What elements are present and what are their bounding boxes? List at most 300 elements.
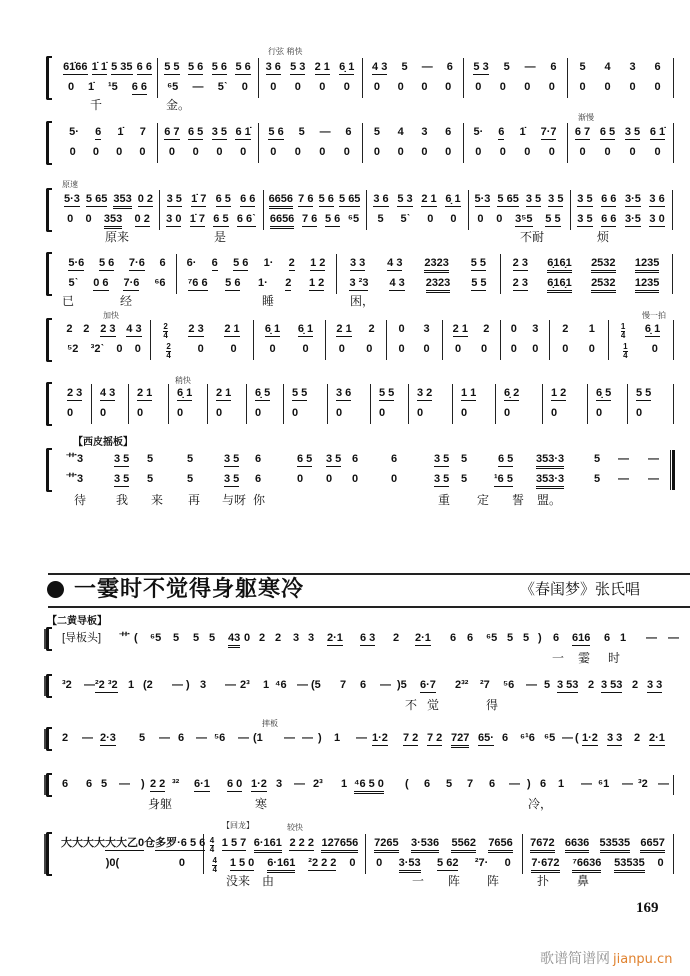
note-group: 0	[294, 81, 301, 93]
note-group: 5 5	[379, 387, 395, 399]
note-group: 0	[178, 857, 186, 869]
measure	[373, 387, 405, 401]
measure	[261, 146, 359, 160]
lyric: 得	[486, 698, 499, 712]
note-group: 7 2	[427, 732, 443, 744]
note-group: 6657	[640, 837, 664, 853]
note-group: 1	[620, 632, 627, 644]
note-group: —	[668, 632, 679, 644]
measure	[160, 81, 255, 95]
time-signature	[166, 343, 170, 359]
time-signature-numerator: 1	[623, 342, 628, 351]
measure	[503, 323, 546, 337]
note-group: —	[119, 778, 130, 790]
note-group: 0	[423, 343, 430, 355]
note-group: 0	[551, 407, 558, 419]
note-group: ³2	[638, 778, 648, 790]
note-group: 2·3	[100, 732, 116, 744]
note-group: 3 5	[326, 453, 342, 465]
note-group: )	[141, 778, 145, 790]
piece-source: 《春闺梦》张氏唱	[520, 580, 641, 598]
note-group: —	[562, 732, 573, 744]
time-signature-numerator: 4	[212, 856, 217, 865]
note-group: 0	[373, 81, 380, 93]
lyric: 再	[188, 493, 201, 507]
note-group: 0	[92, 146, 99, 158]
note-group: 2	[259, 632, 266, 644]
note-group: 6	[489, 778, 496, 790]
note-group: 0	[177, 407, 184, 419]
note-group: 仓	[144, 837, 156, 849]
note-group: ⁶5	[347, 213, 360, 225]
note-group: (2	[143, 679, 153, 691]
measure	[61, 407, 88, 421]
note-group: 5 3	[397, 193, 413, 205]
note-group: 3 0	[649, 213, 665, 225]
note-group: 0	[67, 407, 74, 419]
note-group: 0	[230, 343, 237, 355]
barline	[673, 384, 674, 424]
note-group: 0	[85, 213, 92, 225]
note-group: 6̣16̣1	[547, 257, 571, 273]
note-group: 0	[240, 146, 247, 158]
note-group: 2	[588, 679, 595, 691]
note-group: 5	[298, 126, 305, 138]
note-group: 5	[594, 473, 601, 485]
note-group: 0	[596, 407, 603, 419]
note-group: ⁶5	[150, 632, 162, 644]
note-group: ⁵6	[214, 732, 226, 744]
note-group: 7 2	[403, 732, 419, 744]
note-group: 5 65	[497, 193, 519, 205]
measure	[455, 407, 492, 421]
note-group: —	[646, 632, 657, 644]
note-group: 6	[502, 732, 509, 744]
measure	[373, 407, 405, 421]
note-group: ⁶¹6	[520, 732, 535, 744]
barline	[283, 384, 284, 424]
note-group: 1	[263, 679, 270, 691]
measure	[261, 61, 359, 75]
score-system	[0, 778, 690, 818]
note-group: 5 5	[470, 257, 487, 269]
note-group: 6656	[270, 213, 294, 229]
note-group: 1	[558, 778, 565, 790]
score-system	[0, 376, 690, 427]
time-signature-numerator: 4	[209, 836, 215, 845]
measure	[570, 146, 670, 160]
note-group: 2 1	[336, 323, 352, 335]
note-group: 0 2	[137, 193, 153, 205]
barline	[157, 123, 158, 163]
lyric: 待	[74, 493, 87, 507]
lyric: 阵	[448, 874, 461, 888]
note-group: 6 1̇	[235, 126, 251, 138]
note-group: 0	[504, 407, 511, 419]
note-group: 6 5	[215, 193, 231, 205]
note-group: 5	[187, 473, 194, 485]
note-group: ⁶5	[486, 632, 498, 644]
note-group: 1̇ 7	[189, 213, 206, 225]
note-group: 5 5	[164, 61, 180, 73]
lyric: 定	[477, 493, 490, 507]
note-group: 0	[100, 407, 107, 419]
barline	[176, 254, 177, 294]
note-group: 53535	[614, 857, 645, 873]
note-group: 5 6	[324, 213, 341, 225]
measure	[570, 81, 670, 95]
time-signature	[623, 343, 627, 359]
measure	[160, 126, 255, 140]
note-group: 3 5	[434, 473, 450, 485]
note-group: (	[405, 778, 409, 790]
barline	[366, 190, 367, 230]
barline	[673, 834, 674, 874]
note-group: 6	[62, 778, 69, 790]
lyric: 誓	[512, 493, 525, 507]
note-group: 0	[379, 407, 386, 419]
note-group: 5	[147, 473, 154, 485]
note-group: 0	[352, 473, 359, 485]
measure	[630, 407, 670, 421]
measure	[256, 343, 322, 357]
note-group: ³2	[62, 679, 72, 691]
note-group: 6 5	[213, 213, 229, 225]
note-group: —	[294, 778, 305, 790]
note-group: —	[524, 61, 536, 73]
note-group: 5	[594, 453, 601, 465]
note-group: 4 3	[126, 323, 142, 335]
note-group: 0	[336, 407, 343, 419]
note-group: 5 6	[211, 61, 228, 73]
system-bracket	[46, 382, 52, 426]
barline	[258, 58, 259, 98]
lyric: 金。	[166, 98, 191, 112]
note-group: 0	[604, 81, 611, 93]
note-group: 2	[288, 257, 295, 269]
note-group: 6	[550, 61, 557, 73]
note-group: )0(	[105, 857, 120, 869]
note-group: 0	[116, 146, 123, 158]
note-group: 0	[417, 407, 424, 419]
note-group: 6 5	[187, 126, 204, 138]
barline	[442, 320, 443, 360]
note-group: 7672	[530, 837, 554, 853]
note-group: 3 0	[166, 213, 182, 225]
note-group: 5·	[69, 126, 79, 138]
note-group: ⁶5	[167, 81, 179, 93]
time-signature	[212, 857, 216, 873]
measure	[498, 407, 539, 421]
measure	[411, 407, 449, 421]
measure	[503, 257, 669, 271]
measure	[525, 837, 670, 851]
measure	[389, 343, 439, 357]
note-group: 6·	[186, 257, 197, 269]
lyric: 你	[253, 493, 266, 507]
note-group: 6 6	[601, 193, 617, 205]
barline	[91, 384, 92, 424]
note-group: 2532	[591, 257, 615, 273]
note-group: 0	[629, 81, 636, 93]
note-group: 2 2 2	[289, 837, 314, 849]
note-group: (5	[311, 679, 321, 691]
barline	[452, 384, 453, 424]
note-group: 0	[496, 213, 503, 225]
barline	[542, 384, 543, 424]
measure	[61, 837, 206, 851]
note-group: —	[84, 679, 95, 691]
note-group: 2	[368, 323, 375, 335]
measure	[256, 323, 322, 337]
barline	[673, 58, 674, 98]
note-group: 0	[427, 213, 434, 225]
note-group: 3 5	[211, 126, 228, 138]
measure	[153, 342, 250, 360]
note-group: 353·3	[536, 473, 564, 489]
note-group: —	[618, 473, 629, 485]
barline	[608, 320, 609, 360]
time-signature-numerator: 2	[166, 342, 171, 351]
note-group: 0	[562, 343, 569, 355]
note-group: 5	[209, 632, 216, 644]
measure	[471, 213, 567, 227]
note-group: 0	[510, 343, 517, 355]
note-group: 0	[629, 146, 636, 158]
measure	[61, 126, 154, 140]
note-group: 6 6	[240, 193, 256, 205]
note-group: 0	[397, 81, 404, 93]
note-group: 艹	[119, 632, 130, 644]
note-group: 5 6	[187, 61, 204, 73]
note-group: 1235	[635, 277, 659, 293]
note-group: 5ˋ	[68, 277, 79, 289]
note-group: 6 6ˋ	[236, 213, 256, 225]
note-group: 2	[393, 632, 400, 644]
note-group: 0	[579, 81, 586, 93]
measure	[503, 277, 669, 291]
measure	[365, 81, 460, 95]
note-group: 6̣ 1	[445, 193, 461, 205]
barline	[673, 320, 674, 360]
measure	[94, 407, 125, 421]
note-group: 2³	[313, 778, 323, 790]
note-group: 353·3	[536, 453, 564, 469]
note-group: 6̣ 1	[644, 323, 661, 335]
note-group: 0	[604, 146, 611, 158]
note-group: 61̇66	[63, 61, 88, 73]
note-group: 7	[139, 126, 146, 138]
measure	[286, 407, 324, 421]
measure	[131, 387, 165, 401]
measure	[369, 193, 465, 207]
note-group: 0	[168, 146, 175, 158]
note-group: 6̣ 1	[297, 323, 314, 335]
tempo-annotation: 较快	[287, 823, 303, 832]
note-group: 0	[654, 146, 661, 158]
note-group: 0	[588, 343, 595, 355]
note-group: 0	[421, 81, 428, 93]
note-group: 6 3	[360, 632, 376, 644]
note-group: —	[159, 732, 170, 744]
measure	[365, 126, 460, 140]
note-group: —	[581, 778, 592, 790]
note-group: 0	[244, 632, 251, 644]
note-group: 0	[657, 857, 664, 869]
note-group: 6 6	[601, 213, 617, 225]
measure	[330, 407, 367, 421]
note-group: 1·2	[582, 732, 598, 744]
barline	[495, 384, 496, 424]
note-group: 6̣ 5	[596, 387, 612, 399]
note-group: 6	[86, 778, 93, 790]
lyric: 一	[412, 874, 425, 888]
note-group: 0	[216, 407, 223, 419]
lyric: 是	[214, 230, 227, 244]
barline	[570, 190, 571, 230]
note-group: 5·3	[64, 193, 80, 205]
note-group: 0	[319, 81, 326, 93]
note-group: 0	[366, 343, 373, 355]
barline	[325, 320, 326, 360]
note-group: 2 2	[150, 778, 166, 790]
measure	[61, 343, 147, 357]
note-group: —	[172, 679, 183, 691]
note-group: ⁶1	[598, 778, 610, 790]
note-group: 2³	[240, 679, 250, 691]
barline	[500, 320, 501, 360]
score-system	[0, 632, 690, 672]
note-group: 3 6	[373, 193, 389, 205]
measure	[339, 277, 497, 291]
measure	[162, 193, 260, 207]
note-group: 1 5 7	[221, 837, 247, 849]
measure	[570, 61, 670, 75]
note-group: 0	[139, 146, 146, 158]
note-group: 2 3	[188, 323, 204, 335]
note-group: 6	[498, 126, 505, 138]
system-bracket	[46, 627, 52, 651]
note-group: 0	[579, 146, 586, 158]
lyric: 由	[262, 874, 275, 888]
note-group: 6 5	[297, 453, 313, 465]
note-group: —	[618, 453, 629, 465]
note-group: 5 6	[318, 193, 334, 205]
note-group: 2 1	[421, 193, 437, 205]
measure	[630, 387, 670, 401]
note-group: 2 3	[100, 323, 116, 335]
barline	[128, 384, 129, 424]
note-group: 0 6	[93, 277, 109, 289]
watermark-en: jianpu.cn	[613, 952, 673, 967]
note-group: ⁴6	[275, 679, 287, 691]
note-group: 6656	[269, 193, 293, 209]
note-group: 1	[334, 732, 341, 744]
note-group: 5	[373, 126, 380, 138]
measure	[61, 857, 200, 871]
note-group: 5	[461, 473, 468, 485]
barline	[258, 123, 259, 163]
measure	[365, 61, 460, 75]
lyric: 阵	[487, 874, 500, 888]
note-group: 6 5	[599, 126, 616, 138]
barline	[463, 58, 464, 98]
note-group: —	[622, 778, 633, 790]
system-bracket	[46, 188, 52, 232]
note-group: 1·	[257, 277, 268, 289]
note-group: 6	[446, 61, 453, 73]
note-group: ²2 2 2	[308, 857, 337, 869]
note-group: 3 5	[434, 453, 450, 465]
barline	[159, 190, 160, 230]
system-bracket	[46, 832, 52, 876]
page-number: 169	[636, 900, 659, 916]
barline	[463, 123, 464, 163]
note-group: 0	[450, 213, 457, 225]
lyric: 经	[120, 294, 133, 308]
score-system	[0, 821, 690, 888]
note-group: 3·5	[624, 213, 641, 225]
system-bracket	[46, 727, 52, 751]
note-group: 0	[398, 323, 405, 335]
note-group: 2532	[591, 277, 615, 293]
note-group: —	[648, 453, 659, 465]
lyric: 冷，	[528, 797, 553, 811]
note-group: 7·672	[531, 857, 559, 873]
note-group: 0	[326, 473, 333, 485]
lyric: 已	[62, 294, 75, 308]
note-group: 3 3	[349, 257, 366, 269]
note-group: 2323	[426, 277, 450, 293]
note-group: 1235	[635, 257, 659, 273]
measure	[94, 387, 125, 401]
measure	[545, 387, 584, 401]
measure	[466, 61, 564, 75]
note-group: ¹6 5	[494, 473, 513, 485]
measure	[590, 387, 624, 401]
barline	[672, 190, 673, 230]
note-group: 3 5	[577, 193, 593, 205]
note-group: ⁷6 6	[187, 277, 208, 289]
lyric: 没来	[226, 874, 251, 888]
note-group: 6	[445, 126, 452, 138]
measure	[131, 407, 165, 421]
note-group: —	[302, 732, 313, 744]
note-group: 5	[507, 632, 514, 644]
note-group: 5 5	[545, 213, 561, 225]
barline	[567, 58, 568, 98]
note-group: 0	[454, 343, 462, 355]
system-bracket	[46, 121, 52, 165]
measure	[160, 61, 255, 75]
note-group: 727	[451, 732, 469, 748]
note-group: 3 6	[649, 193, 665, 205]
note-group: 6	[159, 257, 166, 269]
note-group: 7656	[488, 837, 512, 853]
note-group: 7·7	[540, 126, 557, 138]
lyric: 扑	[537, 874, 550, 888]
note-group: 0	[532, 343, 539, 355]
note-group: 0	[134, 343, 141, 355]
note-group: ⁵2	[67, 343, 79, 355]
note-group: 0	[297, 473, 304, 485]
note-group: 1	[128, 679, 135, 691]
measure	[552, 323, 605, 337]
note-group: 5	[579, 61, 586, 73]
final-double-barline	[670, 450, 675, 490]
note-group: 4 3	[389, 277, 405, 289]
note-group: 3 53	[601, 679, 623, 691]
